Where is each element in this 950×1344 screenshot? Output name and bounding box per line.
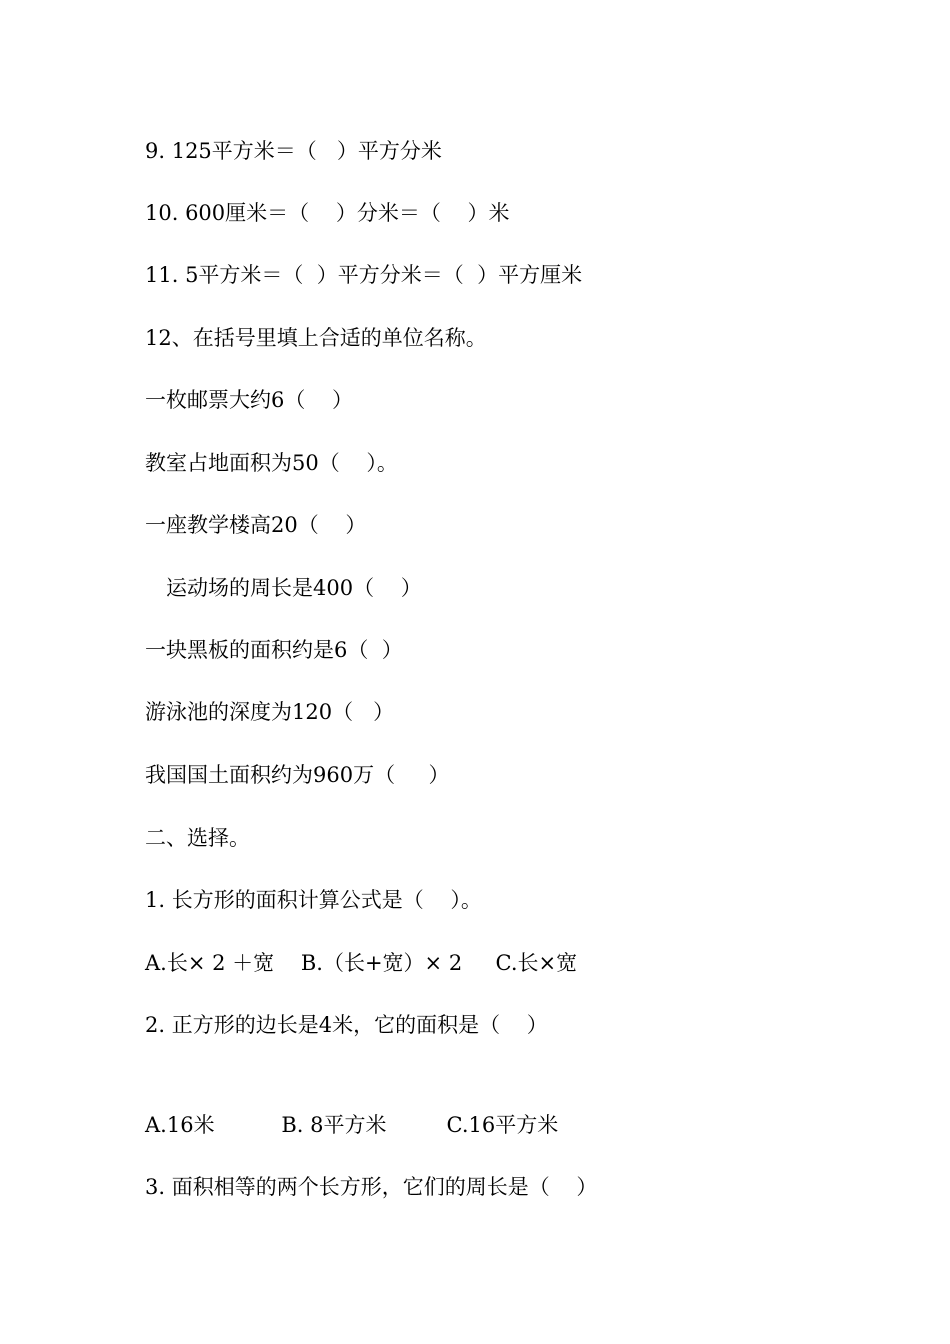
unit-item-pool: 游泳池的深度为120（ ） — [145, 700, 395, 724]
question-9: 9. 125平方米＝（ ）平方分米 — [145, 139, 442, 163]
unit-item-territory: 我国国土面积约为960万（ ） — [145, 763, 450, 787]
question-10: 10. 600厘米＝（ ）分米＝（ ）米 — [145, 201, 510, 225]
question-11: 11. 5平方米＝（ ）平方分米＝（ ）平方厘米 — [145, 263, 583, 287]
choice-options-2: A.16米 B. 8平方米 C.16平方米 — [145, 1113, 559, 1137]
unit-item-classroom: 教室占地面积为50（ ）。 — [145, 451, 398, 475]
unit-item-stamp: 一枚邮票大约6（ ） — [145, 388, 354, 412]
choice-question-3: 3. 面积相等的两个长方形，它们的周长是（ ） — [145, 1175, 598, 1199]
choice-question-2: 2. 正方形的边长是4米，它的面积是（ ） — [145, 1013, 548, 1037]
choice-options-1: A.长× 2 ＋宽 B.（长+宽）× 2 C.长×宽 — [145, 951, 578, 975]
unit-item-building: 一座教学楼高20（ ） — [145, 513, 367, 537]
unit-item-blackboard: 一块黑板的面积约是6（ ） — [145, 638, 403, 662]
choice-question-1: 1. 长方形的面积计算公式是（ ）。 — [145, 888, 482, 912]
unit-item-track: 运动场的周长是400（ ） — [166, 576, 422, 600]
question-12-heading: 12、在括号里填上合适的单位名称。 — [145, 326, 487, 350]
section-heading-choice: 二、选择。 — [145, 826, 250, 850]
